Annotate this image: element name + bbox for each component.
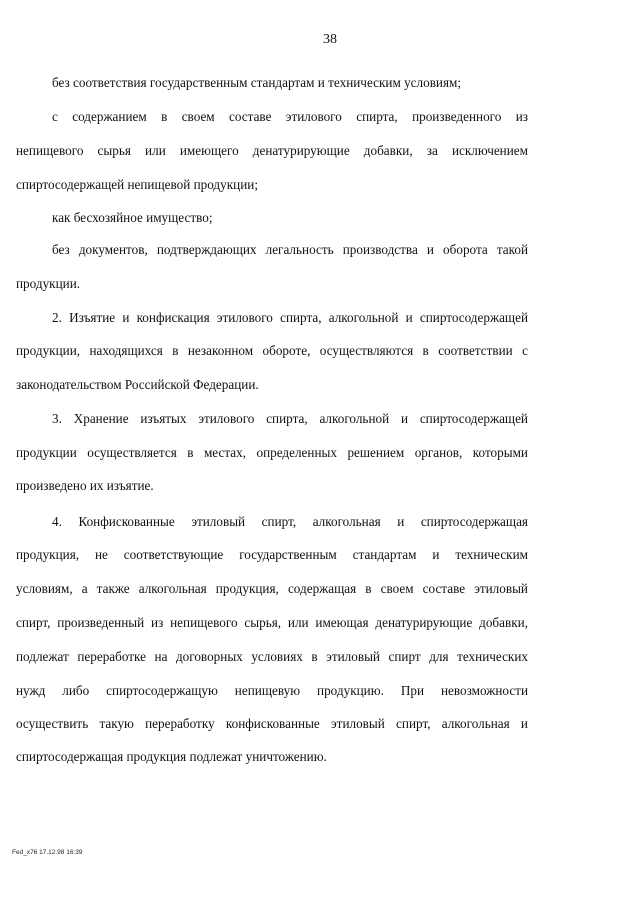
text-line: без соответствия государственным стандартам и техническим условиям; [52, 75, 462, 90]
text-line: продукции осуществляется в местах, определенных решением органов, которыми [16, 445, 528, 460]
text-line: подлежат переработке на договорных условиях в этиловый спирт для технических [16, 649, 528, 664]
text-line: нужд либо спиртосодержащую непищевую продукцию. При невозможности [16, 683, 528, 698]
page-number: 38 [323, 32, 337, 47]
text-line: спирт, произведенный из непищевого сырья, или имеющая денатурирующие добавки, [16, 615, 528, 630]
text-line: с содержанием в своем составе этилового спирта, произведенного из [52, 109, 528, 124]
footer-stamp: Fed_x76 17.12.98 16:39 [12, 849, 83, 856]
text-line: 4. Конфискованные этиловый спирт, алкогольная и спиртосодержащая [52, 514, 528, 529]
text-line: непищевого сырья или имеющего денатурирующие добавки, за исключением [16, 143, 528, 158]
text-line: спиртосодержащая продукция подлежат уничтожению. [16, 749, 327, 764]
text-line: как бесхозяйное имущество; [52, 210, 213, 225]
text-line: продукции. [16, 276, 81, 291]
text-line: без документов, подтверждающих легальность производства и оборота такой [52, 242, 528, 257]
text-line: законодательством Российской Федерации. [16, 377, 259, 392]
text-line: произведено их изъятие. [16, 478, 154, 493]
text-line: условиям, а также алкогольная продукция, содержащая в своем составе этиловый [16, 581, 528, 596]
text-line: 2. Изъятие и конфискация этилового спирта, алкогольной и спиртосодержащей [52, 310, 528, 325]
text-line: спиртосодержащей непищевой продукции; [16, 177, 258, 192]
text-line: 3. Хранение изъятых этилового спирта, алкогольной и спиртосодержащей [52, 411, 528, 426]
text-line: продукция, не соответствующие государственным стандартам и техническим [16, 547, 528, 562]
text-line: продукции, находящихся в незаконном обороте, осуществляются в соответствии с [16, 343, 528, 358]
text-line: осуществить такую переработку конфискованные этиловый спирт, алкогольная и [16, 716, 528, 731]
